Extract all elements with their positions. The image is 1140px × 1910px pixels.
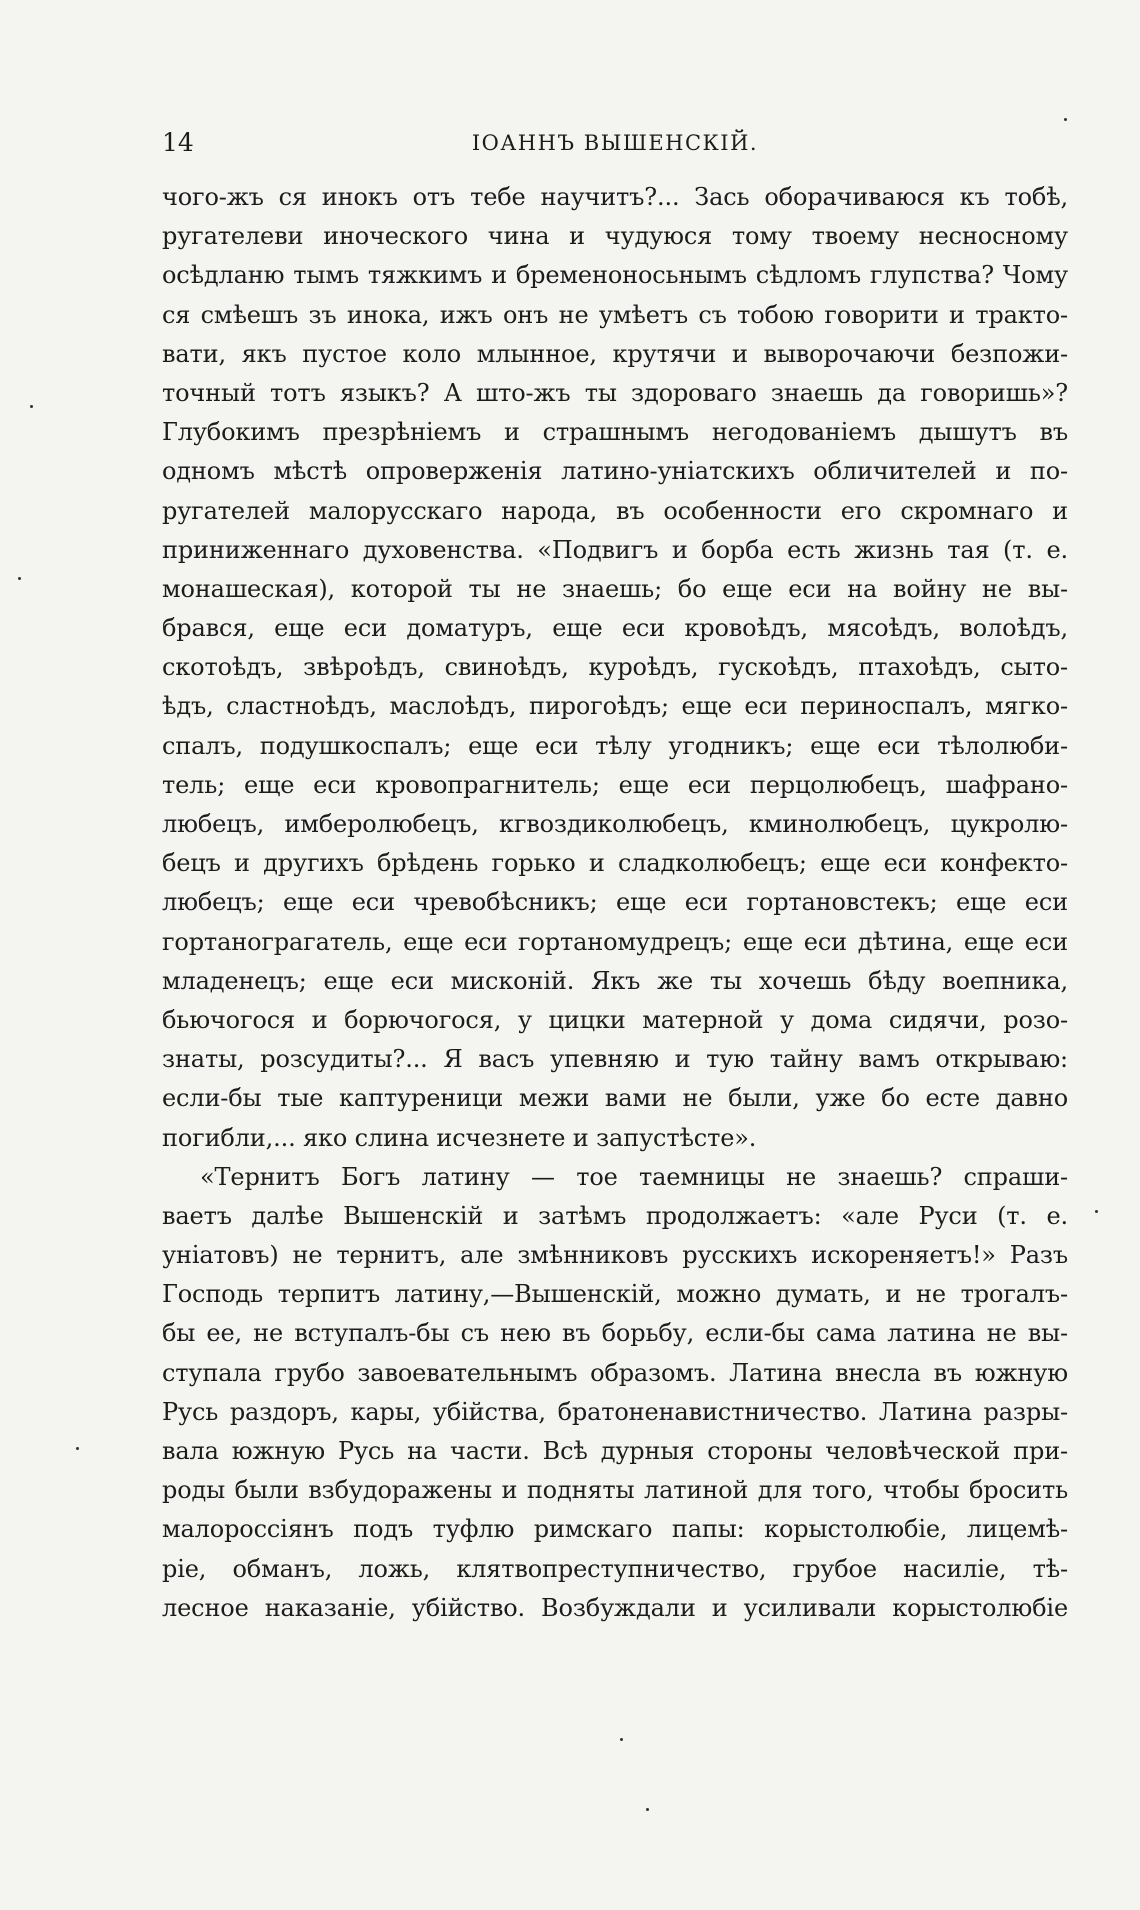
paragraph-2 xyxy=(162,1158,1068,1628)
text-line: ступала грубо завоевательнымъ образомъ. Латина внесла въ южную xyxy=(162,1358,1068,1387)
text-line: ругателей малорусскаго народа, въ особенности его скромнаго и xyxy=(162,496,1068,525)
text-line: монашеская), которой ты не знаешь; бо еще еси на войну не вы- xyxy=(162,574,1068,603)
text-line: спалъ, подушкоспалъ; еще еси тѣлу угодникъ; еще еси тѣлолюби- xyxy=(162,731,1068,760)
text-line: точный тотъ языкъ? А што-жъ ты здороваго знаешь да говоришь»? xyxy=(162,378,1068,407)
text-line: ругателеви иноческого чина и чудуюся тому твоему несносному xyxy=(162,222,1068,251)
text-line: одномъ мѣстѣ опроверженія латино-уніатскихъ обличителей и по- xyxy=(162,457,1068,486)
print-speck xyxy=(18,577,21,580)
text-line: ѣдъ, сластноѣдъ, маслоѣдъ, пирогоѣдъ; еще еси периноспалъ, мягко- xyxy=(162,692,1068,721)
text-line: «Тернитъ Богъ латину — тое таемницы не знаешь? спраши- xyxy=(200,1162,1068,1191)
text-line: роды были взбудоражены и подняты латиной для того, чтобы бросить xyxy=(162,1476,1068,1505)
print-speck xyxy=(620,1738,623,1741)
text-line: погибли,... яко слина исчезнете и запустѣсте». xyxy=(162,1123,757,1152)
text-line: бы ее, не вступалъ-бы съ нею въ борьбу, если-бы сама латина не вы- xyxy=(162,1319,1068,1348)
body-text xyxy=(162,178,1068,1628)
text-line: ріе, обманъ, ложь, клятвопреступничество, грубое насиліе, тѣ- xyxy=(162,1554,1068,1583)
paragraph-1 xyxy=(162,178,1068,1158)
text-line: приниженнаго духовенства. «Подвигъ и борба есть жизнь тая (т. е. xyxy=(162,535,1068,564)
text-line: ся смѣешъ зъ инока, ижъ онъ не умѣетъ съ тобою говорити и тракто- xyxy=(162,300,1068,329)
print-speck xyxy=(76,1447,79,1450)
text-line: знаты, розсудиты?... Я васъ упевняю и тую тайну вамъ открываю: xyxy=(162,1045,1068,1074)
text-line: гортанограгатель, еще еси гортаномудрецъ; еще еси дѣтина, еще еси xyxy=(162,927,1068,956)
page-number: 14 xyxy=(162,128,194,157)
print-speck xyxy=(30,405,33,408)
text-line: Глубокимъ презрѣніемъ и страшнымъ негодованіемъ дышутъ въ xyxy=(162,418,1068,447)
text-line: малороссіянъ подъ туфлю римскаго папы: корыстолюбіе, лицемѣ- xyxy=(162,1515,1068,1544)
text-line: брався, еще еси доматуръ, еще еси кровоѣдъ, мясоѣдъ, волоѣдъ, xyxy=(162,614,1068,643)
text-line: бецъ и другихъ брѣдень горько и сладколюбецъ; еще еси конфекто- xyxy=(162,849,1068,878)
text-line: младенецъ; еще еси мисконій. Якъ же ты хочешь бѣду воепника, xyxy=(162,966,1068,995)
text-line: уніатовъ) не тернитъ, але змѣнниковъ русскихъ искореняетъ!» Разъ xyxy=(162,1241,1068,1270)
print-speck xyxy=(1095,1210,1098,1213)
text-line: скотоѣдъ, звѣроѣдъ, свиноѣдъ, куроѣдъ, гускоѣдъ, птахоѣдъ, сыто- xyxy=(162,653,1068,682)
text-line: любецъ, имберолюбецъ, кгвоздиколюбецъ, кминолюбецъ, цукролю- xyxy=(162,810,1068,838)
text-line: бьючогося и борючогося, у цицки матерной у дома сидячи, розо- xyxy=(162,1005,1068,1034)
text-line: если-бы тые каптуреници межи вами не были, уже бо есте давно xyxy=(162,1084,1068,1113)
text-line: Русь раздоръ, кары, убійства, братоненавистничество. Латина разры- xyxy=(162,1397,1068,1426)
print-speck xyxy=(646,1808,649,1811)
text-line: осѣдланю тымъ тяжкимъ и бременоносьнымъ сѣдломъ глупства? Чому xyxy=(162,261,1068,290)
text-line: вала южную Русь на части. Всѣ дурныя стороны человѣческой при- xyxy=(162,1437,1068,1465)
text-line: вати, якъ пустое коло млынное, крутячи и выворочаючи безпожи- xyxy=(162,339,1068,368)
text-line: Господь терпитъ латину,—Вышенскій, можно думать, и не трогалъ- xyxy=(162,1280,1068,1309)
print-speck xyxy=(1064,118,1067,121)
running-title: ІОАННЪ ВЫШЕНСКІЙ. xyxy=(471,131,759,155)
text-line: любецъ; еще еси чревобѣсникъ; еще еси гортановстекъ; еще еси xyxy=(162,888,1068,917)
text-line: ваетъ далѣе Вышенскій и затѣмъ продолжаетъ: «але Руси (т. е. xyxy=(162,1201,1068,1230)
text-line: тель; еще еси кровопрагнитель; еще еси перцолюбецъ, шафрано- xyxy=(162,770,1068,799)
text-line: лесное наказаніе, убійство. Возбуждали и усиливали корыстолюбіе xyxy=(162,1593,1068,1622)
text-line: чого-жъ ся инокъ отъ тебе научитъ?... Зась оборачиваюся къ тобѣ, xyxy=(162,183,1068,211)
running-head xyxy=(162,125,1068,161)
